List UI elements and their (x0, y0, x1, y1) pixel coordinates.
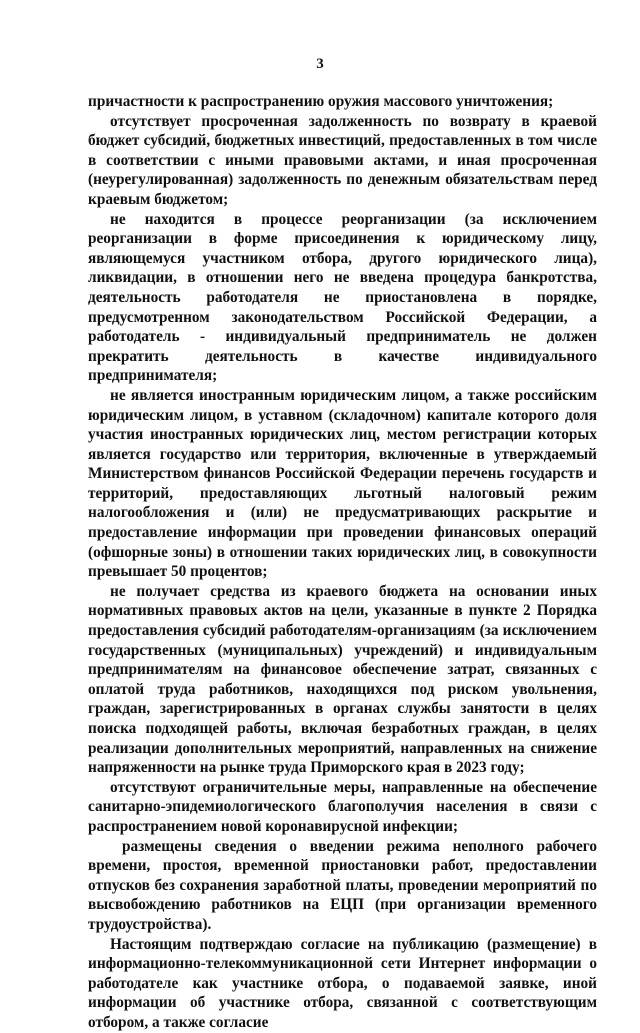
paragraph-6: отсутствуют ограничительные меры, направленные на обеспечение санитарно-эпидемиологического благополучия населения в связи с распространением новой коронавирусной инфекции; (88, 778, 597, 835)
paragraph-5: не получает средства из краевого бюджета на основании иных нормативных правовых актов на цели, указанные в пункте 2 Порядка предоставления субсидий работодателям-организациям (за исключением государственных (муниципальных) учреждений) и индивидуальным предпринимателям на финансовое обеспечение затрат, связанных с оплатой труда работников, находящихся под риском увольнения, граждан, зарегистрированных в органах службы занятости в целях поиска подходящей работы, включая безработных граждан, в целях реализации дополнительных мероприятий, направленных на снижение напряженности на рынке труда Приморского края в 2023 году; (88, 582, 597, 777)
paragraph-2: отсутствует просроченная задолженность по возврату в краевой бюджет субсидий, бюджетных инвестиций, предоставленных в том числе в соответствии с иными правовыми актами, и иная просроченная (неурегулированная) задолженность по денежным обязательствам перед краевым бюджетом; (88, 112, 597, 208)
paragraph-8: Настоящим подтверждаю согласие на публикацию (размещение) в информационно-телекоммуникационной сети Интернет информации о работодателе как участнике отбора, о подаваемой заявке, иной информации об участнике отбора, связанной с соответствующим отбором, а также согласие (88, 935, 597, 1031)
document-body (88, 92, 597, 1033)
page-number: 3 (316, 56, 324, 72)
paragraph-4: не является иностранным юридическим лицом, а также российским юридическим лицом, в уставном (складочном) капитале которого доля участия иностранных юридических лиц, местом регистрации которых является государство или территория, включенные в утверждаемый Министерством финансов Российской Федерации перечень государств и территорий, предоставляющих льготный налоговый режим налогообложения и (или) не предусматривающих раскрытие и предоставление информации при проведении финансовых операций (офшорные зоны) в отношении таких юридических лиц, в совокупности превышает 50 процентов; (88, 386, 597, 581)
paragraph-7: размещены сведения о введении режима неполного рабочего времени, простоя, временной приостановки работ, предоставлении отпусков без сохранения заработной платы, проведении мероприятий по высвобождению работников на ЕЦП (при организации временного трудоустройства). (88, 837, 597, 933)
paragraph-1: причастности к распространению оружия массового уничтожения; (88, 93, 554, 110)
paragraph-3: не находится в процессе реорганизации (за исключением реорганизации в форме присоединения к юридическому лицу, являющемуся участником отбора, другого юридического лица), ликвидации, в отношении него не введена процедура банкротства, деятельность работодателя не приостановлена в порядке, предусмотренном законодательством Российской Федерации, а работодатель - индивидуальный предприниматель не должен прекратить деятельность в качестве индивидуального предпринимателя; (88, 210, 597, 385)
